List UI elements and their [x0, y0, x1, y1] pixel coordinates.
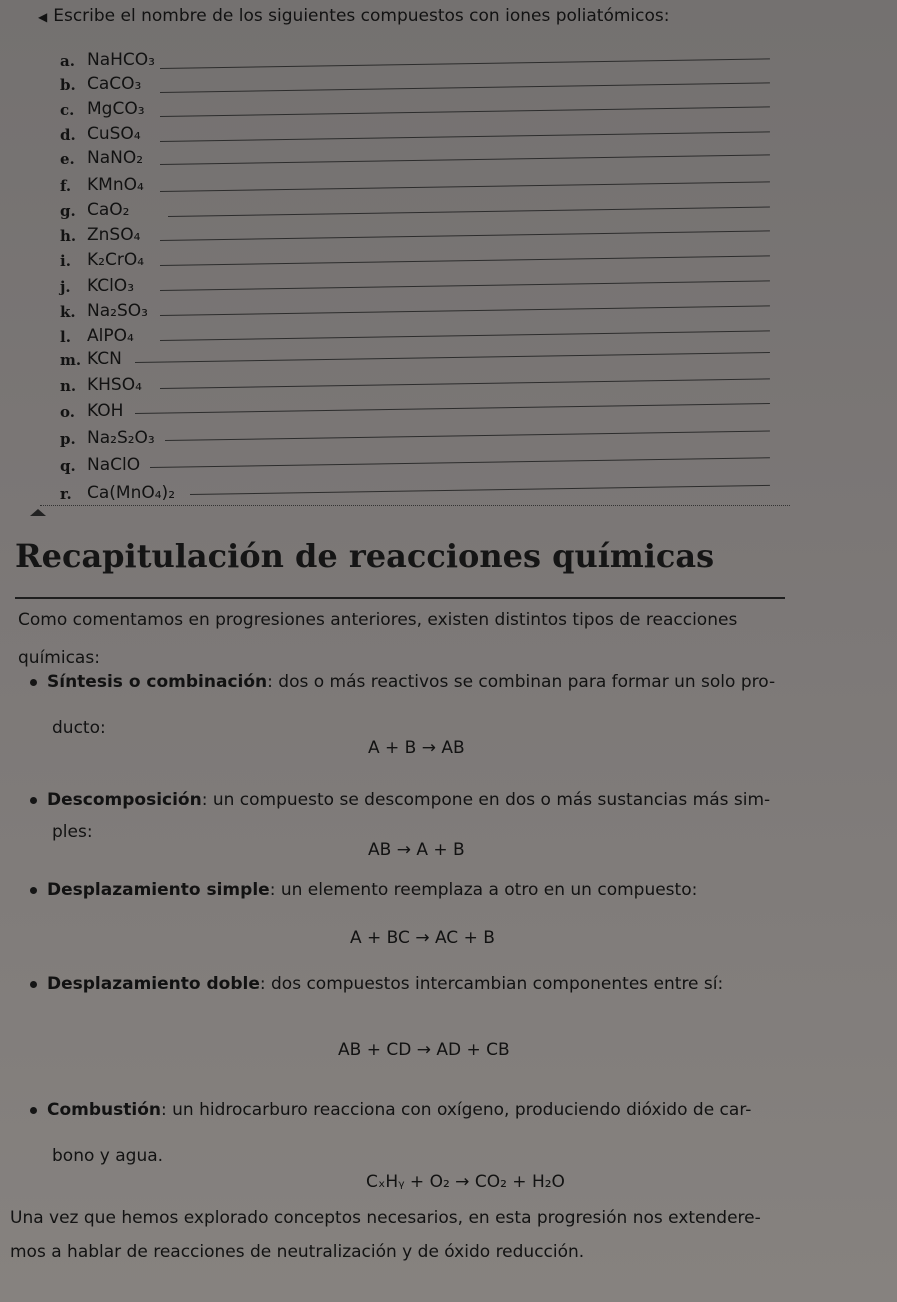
item-formula: KClO₃ [87, 276, 135, 296]
item-formula: NaClO [87, 455, 141, 475]
answer-line[interactable] [190, 485, 770, 495]
item-formula: KOH [87, 401, 124, 421]
item-formula: NaNO₂ [87, 148, 144, 168]
item-formula: Na₂S₂O₃ [87, 428, 155, 448]
bullet-single-displacement [30, 880, 697, 900]
title-underline [15, 597, 785, 599]
intro-line-1: Como comentamos en progresiones anteriores, existen distintos tipos de reacciones [18, 610, 738, 630]
bullet-dot-icon [30, 981, 37, 988]
item-letter: f. [60, 177, 72, 195]
exercise-title: ◀ Escribe el nombre de los siguientes compuestos con iones poliatómicos: [38, 6, 670, 26]
compound-item [60, 424, 155, 448]
equation-double-displacement: AB + CD → AD + CB [338, 1040, 510, 1060]
bullet-double-displacement [30, 974, 723, 994]
item-formula: CaO₂ [87, 200, 130, 220]
item-letter: h. [60, 227, 77, 245]
compound-item [60, 297, 148, 321]
item-formula: MgCO₃ [87, 99, 145, 119]
section-divider [40, 505, 790, 507]
answer-line[interactable] [160, 155, 770, 166]
item-formula: KHSO₄ [87, 375, 142, 395]
bullet-continuation: bono y agua. [52, 1146, 164, 1166]
answer-line[interactable] [160, 181, 770, 192]
item-letter: k. [60, 303, 76, 321]
answer-line[interactable] [160, 281, 770, 292]
item-letter: o. [60, 403, 75, 421]
item-letter: c. [60, 101, 75, 119]
bullet-term: Desplazamiento simple [47, 880, 270, 900]
bullet-text: : un elemento reemplaza a otro en un compuesto: [269, 880, 698, 900]
bullet-dot-icon [30, 1107, 37, 1114]
item-formula: ZnSO₄ [87, 225, 141, 245]
compound-item [60, 451, 140, 475]
bullet-term: Descomposición [47, 790, 202, 810]
answer-line[interactable] [160, 107, 770, 118]
answer-line[interactable] [160, 255, 770, 266]
bullet-text: : dos compuestos intercambian componentes entre sí: [259, 974, 724, 994]
section-title: Recapitulación de reacciones químicas [15, 537, 715, 575]
item-letter: g. [60, 202, 76, 220]
equation-decomposition: AB → A + B [368, 840, 465, 860]
compound-item [60, 397, 123, 421]
answer-line[interactable] [160, 305, 770, 316]
compound-item [60, 95, 145, 119]
equation-combustion: CₓHᵧ + O₂ → CO₂ + H₂O [366, 1172, 565, 1192]
intro-line-2: químicas: [18, 648, 100, 668]
item-letter: l. [60, 328, 71, 346]
equation-synthesis: A + B → AB [368, 738, 465, 758]
item-letter: a. [60, 52, 75, 70]
item-letter: p. [60, 430, 76, 448]
item-formula: NaHCO₃ [87, 50, 155, 70]
item-formula: KCN [87, 349, 122, 369]
pointer-triangle-icon: ◀ [38, 10, 48, 24]
bullet-dot-icon [30, 679, 37, 686]
item-formula: CaCO₃ [87, 74, 142, 94]
bullet-dot-icon [30, 797, 37, 804]
item-letter: m. [60, 351, 82, 369]
compound-item [60, 246, 144, 270]
answer-line[interactable] [160, 58, 770, 69]
item-formula: K₂CrO₄ [87, 250, 145, 270]
bullet-term: Combustión [47, 1100, 161, 1120]
answer-line[interactable] [160, 378, 770, 389]
compound-item [60, 371, 142, 395]
answer-line[interactable] [168, 206, 770, 216]
bullet-term: Síntesis o combinación [47, 672, 268, 692]
bullet-text: : un compuesto se descompone en dos o más sustancias más sim- [201, 790, 771, 810]
bullet-text: : dos o más reactivos se combinan para formar un solo pro- [267, 672, 776, 692]
item-letter: b. [60, 76, 76, 94]
answer-line[interactable] [160, 82, 770, 93]
compound-item [60, 196, 129, 220]
compound-item [60, 120, 141, 144]
closing-line-1: Una vez que hemos explorado conceptos necesarios, en esta progresión nos extendere- [10, 1208, 761, 1228]
compound-item [60, 272, 134, 296]
item-formula: AlPO₄ [87, 326, 134, 346]
bullet-synthesis [30, 672, 775, 692]
triangle-mark-icon [30, 509, 46, 516]
bullet-text: : un hidrocarburo reacciona con oxígeno, produciendo dióxido de car- [161, 1100, 752, 1120]
answer-line[interactable] [135, 352, 770, 363]
answer-line[interactable] [165, 430, 770, 441]
item-formula: Ca(MnO₄)₂ [87, 483, 176, 503]
item-letter: r. [60, 485, 72, 503]
bullet-combustion [30, 1100, 751, 1120]
item-letter: i. [60, 252, 71, 270]
bullet-dot-icon [30, 887, 37, 894]
compound-item [60, 171, 144, 195]
compound-item [60, 479, 175, 503]
answer-line[interactable] [160, 330, 770, 341]
compound-item [60, 144, 143, 168]
compound-item [60, 345, 122, 369]
bullet-term: Desplazamiento doble [47, 974, 260, 994]
bullet-continuation: ples: [52, 822, 93, 842]
item-formula: CuSO₄ [87, 124, 141, 144]
closing-line-2: mos a hablar de reacciones de neutralización y de óxido reducción. [10, 1242, 585, 1262]
compound-item [60, 46, 155, 70]
equation-single-displacement: A + BC → AC + B [350, 928, 495, 948]
compound-item [60, 322, 134, 346]
answer-line[interactable] [160, 231, 770, 242]
item-letter: n. [60, 377, 77, 395]
answer-line[interactable] [135, 403, 770, 414]
item-formula: KMnO₄ [87, 175, 144, 195]
compound-item [60, 70, 141, 94]
bullet-continuation: ducto: [52, 718, 106, 738]
bullet-decomposition [30, 790, 770, 810]
item-formula: Na₂SO₃ [87, 301, 148, 321]
item-letter: d. [60, 126, 76, 144]
answer-line[interactable] [160, 131, 770, 142]
item-letter: q. [60, 457, 76, 475]
item-letter: e. [60, 150, 75, 168]
item-letter: j. [60, 278, 71, 296]
answer-line[interactable] [150, 457, 770, 468]
compound-item [60, 221, 140, 245]
